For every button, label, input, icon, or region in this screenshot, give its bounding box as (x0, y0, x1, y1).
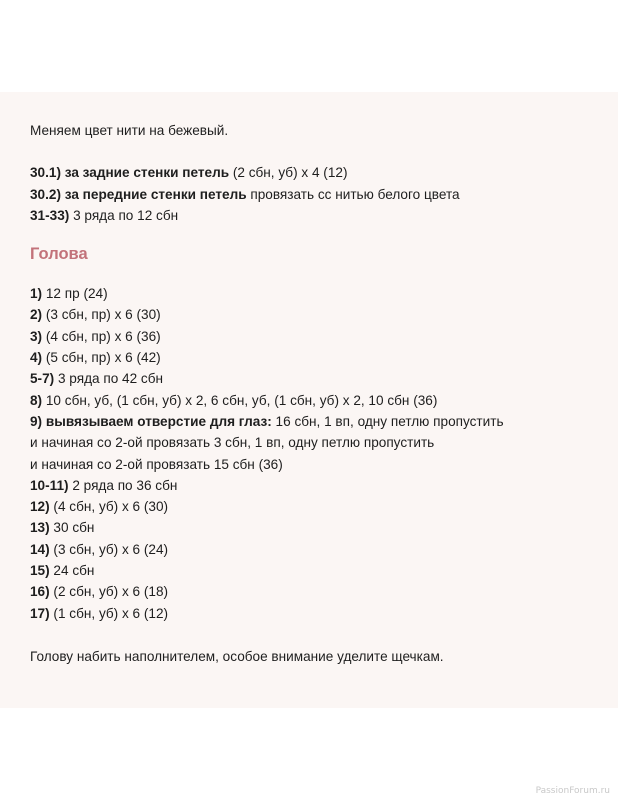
pattern-row: 14) (3 сбн, уб) х 6 (24) (30, 541, 169, 557)
watermark: PassionForum.ru (535, 786, 610, 796)
pattern-row-continuation: и начиная со 2-ой провязать 15 сбн (36) (30, 456, 283, 472)
pattern-row: 12) (4 сбн, уб) х 6 (30) (30, 499, 169, 515)
pattern-row: 30.1) за задние стенки петель (2 сбн, уб) х 4 (12) (30, 165, 348, 181)
pattern-row: 5-7) 3 ряда по 42 сбн (30, 371, 164, 387)
pattern-row: 13) 30 сбн (30, 520, 95, 536)
pattern-row: 17) (1 сбн, уб) х 6 (12) (30, 605, 169, 621)
pattern-row: 8) 10 сбн, уб, (1 сбн, уб) х 2, 6 сбн, уб, (1 сбн, уб) х 2, 10 сбн (36) (30, 392, 438, 408)
pattern-row: 9) вывязываем отверстие для глаз: 16 сбн, 1 вп, одну петлю пропустить (30, 413, 504, 429)
pattern-row: 1) 12 пр (24) (30, 286, 108, 302)
pattern-row: 3) (4 сбн, пр) х 6 (36) (30, 328, 161, 344)
pattern-row: 4) (5 сбн, пр) х 6 (42) (30, 350, 161, 366)
pattern-row: 30.2) за передние стенки петель провязать сс нитью белого цвета (30, 186, 460, 202)
pattern-row-continuation: и начиная со 2-ой провязать 3 сбн, 1 вп, одну петлю пропустить (30, 435, 435, 451)
pattern-content (30, 120, 600, 667)
pattern-row: 10-11) 2 ряда по 36 сбн (30, 477, 178, 493)
pattern-row: 31-33) 3 ряда по 12 сбн (30, 207, 179, 223)
intro-text: Меняем цвет нити на бежевый. (30, 123, 229, 138)
pattern-row: 16) (2 сбн, уб) х 6 (18) (30, 584, 169, 600)
outro-text: Голову набить наполнителем, особое внимание уделите щечкам. (30, 648, 444, 664)
pattern-row: 15) 24 сбн (30, 563, 95, 579)
section-heading: Голова (30, 245, 88, 264)
pattern-row: 2) (3 сбн, пр) х 6 (30) (30, 307, 161, 323)
